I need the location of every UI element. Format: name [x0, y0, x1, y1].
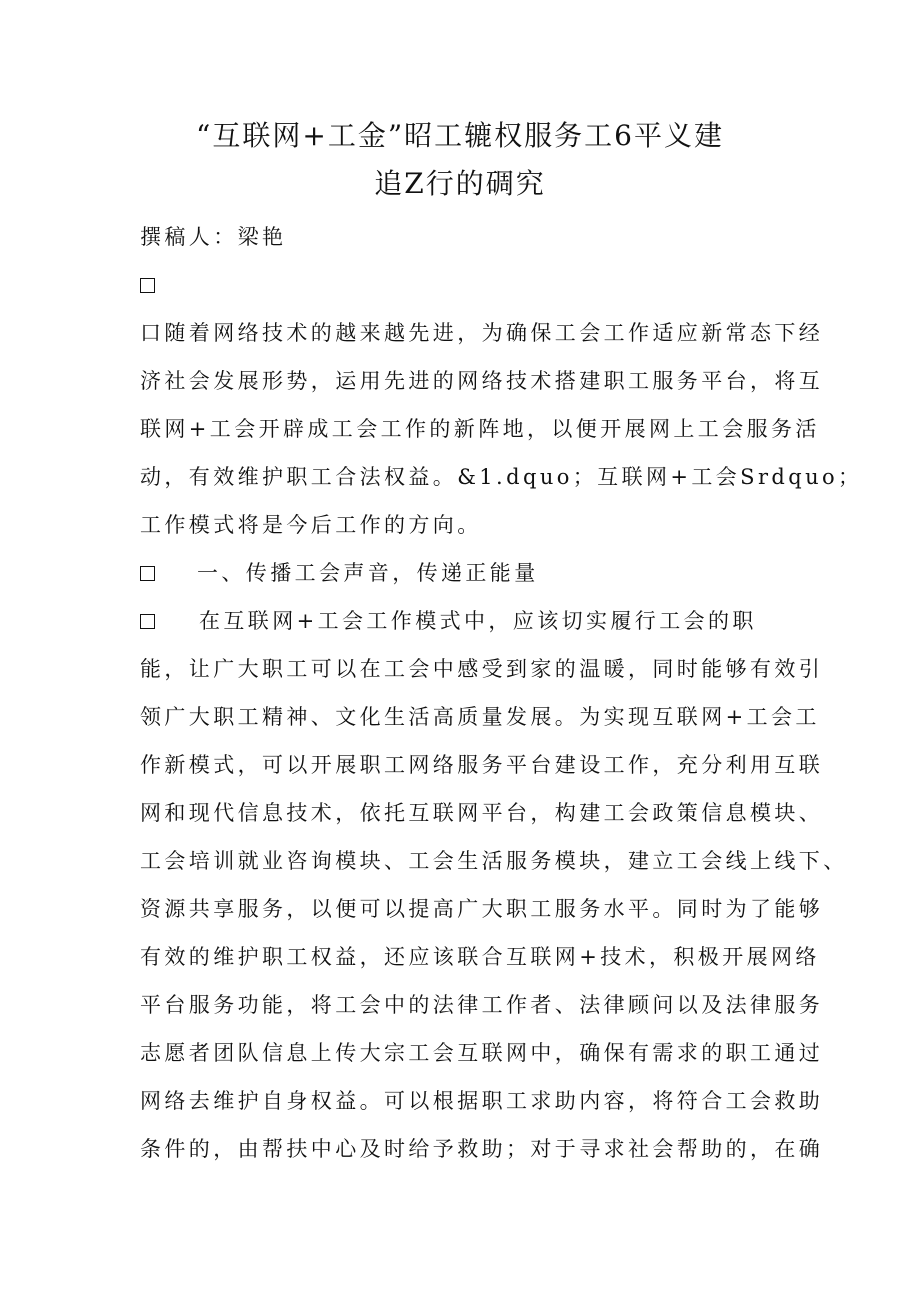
document-title-line-1: “互联网+工金”昭工辘权服务工6平义建	[196, 119, 724, 152]
paragraph-2-line: 网和现代信息技术，依托互联网平台，构建工会政策信息模块、	[140, 801, 824, 825]
document-title-line-2: 追Z行的碉究	[374, 167, 546, 200]
paragraph-1-line: 济社会发展形势，运用先进的网络技术搭建职工服务平台，将互	[140, 369, 824, 393]
paragraph-2-line: 资源共享服务，以便可以提高广大职工服务水平。同时为了能够	[140, 897, 824, 921]
paragraph-1-line: 工作模式将是今后工作的方向。	[140, 513, 482, 537]
paragraph-1-line: 口随着网络技术的越来越先进，为确保工会工作适应新常态下经	[140, 321, 824, 345]
paragraph-2-line: 条件的，由帮扶中心及时给予救助；对于寻求社会帮助的，在确	[140, 1137, 824, 1161]
empty-checkbox-marker	[140, 270, 155, 300]
paragraph-2-line: 平台服务功能，将工会中的法律工作者、法律顾问以及法律服务	[140, 993, 824, 1017]
paragraph-1-line: 动，有效维护职工合法权益。&1.dquo；互联网+工会Srdquo；	[140, 465, 863, 489]
section-heading-1-text: 一、传播工会声音，传递正能量	[197, 561, 539, 585]
paragraph-2-line: 网络去维护自身权益。可以根据职工求助内容，将符合工会救助	[140, 1089, 824, 1113]
paragraph-2-first-line	[140, 606, 757, 636]
paragraph-2-first-line-text: 在互联网+工会工作模式中，应该切实履行工会的职	[199, 609, 757, 633]
paragraph-2-line: 作新模式，可以开展职工网络服务平台建设工作，充分利用互联	[140, 753, 824, 777]
paragraph-2-line: 领广大职工精神、文化生活高质量发展。为实现互联网+工会工	[140, 705, 820, 729]
paragraph-2-line: 有效的维护职工权益，还应该联合互联网+技术，积极开展网络	[140, 945, 820, 969]
paragraph-2-line: 能，让广大职工可以在工会中感受到家的温暖，同时能够有效引	[140, 657, 824, 681]
section-heading-1	[140, 558, 539, 588]
paragraph-2-line: 志愿者团队信息上传大宗工会互联网中，确保有需求的职工通过	[140, 1041, 824, 1065]
square-box-icon	[140, 566, 155, 581]
paragraph-2-line: 工会培训就业咨询模块、工会生活服务模块，建立工会线上线下、	[140, 849, 848, 873]
square-box-icon	[140, 278, 155, 293]
author-line: 撰稿人：梁艳	[140, 225, 287, 249]
square-box-icon	[140, 614, 155, 629]
paragraph-1-line: 联网+工会开辟成工会工作的新阵地，以便开展网上工会服务活	[140, 417, 820, 441]
